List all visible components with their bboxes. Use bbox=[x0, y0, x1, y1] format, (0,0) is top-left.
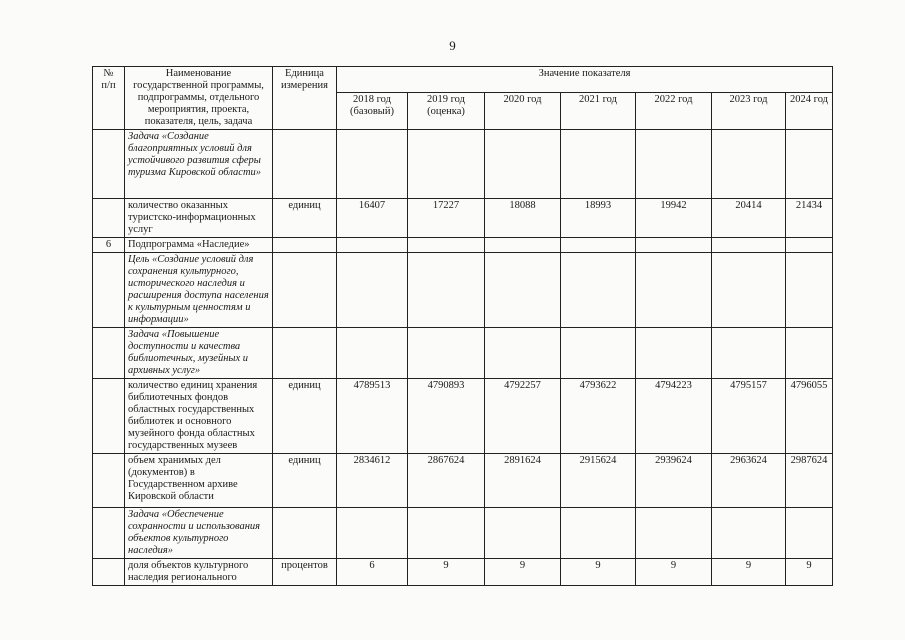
row-value-cell: 2963624 bbox=[712, 454, 786, 508]
row-unit-cell: единиц bbox=[273, 454, 337, 508]
row-name-cell: количество оказанных туристско-информационных услуг bbox=[125, 199, 273, 238]
page-number: 9 bbox=[449, 38, 456, 53]
table-row bbox=[93, 508, 833, 559]
table-row bbox=[93, 199, 833, 238]
row-value-cell bbox=[408, 508, 485, 559]
row-value-cell: 2834612 bbox=[337, 454, 408, 508]
row-value-cell: 20414 bbox=[712, 199, 786, 238]
row-value-cell bbox=[561, 253, 636, 328]
row-number-cell: 6 bbox=[93, 238, 125, 253]
row-value-cell bbox=[712, 328, 786, 379]
row-value-cell bbox=[712, 238, 786, 253]
row-value-cell: 2915624 bbox=[561, 454, 636, 508]
row-name-cell: Задача «Обеспечение сохранности и использования объектов культурного наследия» bbox=[125, 508, 273, 559]
row-value-cell: 4794223 bbox=[636, 379, 712, 454]
row-value-cell bbox=[561, 130, 636, 199]
row-number-cell bbox=[93, 379, 125, 454]
row-name-cell: Подпрограмма «Наследие» bbox=[125, 238, 273, 253]
table-row bbox=[93, 328, 833, 379]
row-value-cell: 2939624 bbox=[636, 454, 712, 508]
row-value-cell bbox=[786, 328, 833, 379]
row-unit-cell bbox=[273, 328, 337, 379]
row-value-cell: 2987624 bbox=[786, 454, 833, 508]
row-value-cell bbox=[337, 253, 408, 328]
header-num: № п/п bbox=[93, 67, 125, 130]
row-number-cell bbox=[93, 508, 125, 559]
row-unit-cell bbox=[273, 238, 337, 253]
row-name-cell: Задача «Повышение доступности и качества библиотечных, музейных и архивных услуг» bbox=[125, 328, 273, 379]
header-year: 2024 год bbox=[786, 93, 833, 130]
row-name-cell: доля объектов культурного наследия регионального bbox=[125, 559, 273, 586]
row-value-cell: 4796055 bbox=[786, 379, 833, 454]
row-unit-cell bbox=[273, 508, 337, 559]
row-value-cell: 4793622 bbox=[561, 379, 636, 454]
row-value-cell bbox=[636, 328, 712, 379]
row-number-cell bbox=[93, 253, 125, 328]
header-year: 2019 год (оценка) bbox=[408, 93, 485, 130]
row-value-cell: 9 bbox=[636, 559, 712, 586]
row-value-cell bbox=[337, 328, 408, 379]
row-value-cell: 4790893 bbox=[408, 379, 485, 454]
table-row bbox=[93, 454, 833, 508]
table-row bbox=[93, 379, 833, 454]
row-value-cell bbox=[485, 328, 561, 379]
row-value-cell: 6 bbox=[337, 559, 408, 586]
row-value-cell bbox=[561, 328, 636, 379]
table-body bbox=[93, 130, 833, 586]
row-name-cell: объем хранимых дел (документов) в Государственном архиве Кировской области bbox=[125, 454, 273, 508]
row-value-cell: 18993 bbox=[561, 199, 636, 238]
row-unit-cell: процентов bbox=[273, 559, 337, 586]
row-name-cell: количество единиц хранения библиотечных фондов областных государственных библиотек и основного музейного фонда областных государственных музеев bbox=[125, 379, 273, 454]
row-value-cell bbox=[712, 130, 786, 199]
row-value-cell bbox=[561, 508, 636, 559]
row-number-cell bbox=[93, 559, 125, 586]
row-value-cell bbox=[408, 328, 485, 379]
row-value-cell: 9 bbox=[408, 559, 485, 586]
row-value-cell bbox=[636, 130, 712, 199]
row-value-cell bbox=[408, 238, 485, 253]
header-year: 2022 год bbox=[636, 93, 712, 130]
row-number-cell bbox=[93, 199, 125, 238]
row-unit-cell bbox=[273, 253, 337, 328]
header-year: 2023 год bbox=[712, 93, 786, 130]
row-value-cell: 9 bbox=[786, 559, 833, 586]
row-name-cell: Цель «Создание условий для сохранения культурного, исторического наследия и расширения доступа населения к культурным ценностям и информации» bbox=[125, 253, 273, 328]
row-value-cell: 9 bbox=[561, 559, 636, 586]
row-value-cell: 2867624 bbox=[408, 454, 485, 508]
row-number-cell bbox=[93, 328, 125, 379]
header-unit: Единица измерения bbox=[273, 67, 337, 130]
row-value-cell bbox=[636, 238, 712, 253]
row-number-cell bbox=[93, 454, 125, 508]
header-year: 2020 год bbox=[485, 93, 561, 130]
row-value-cell bbox=[786, 238, 833, 253]
row-value-cell: 4789513 bbox=[337, 379, 408, 454]
row-value-cell bbox=[485, 253, 561, 328]
table-row bbox=[93, 253, 833, 328]
row-value-cell bbox=[408, 130, 485, 199]
row-value-cell bbox=[712, 253, 786, 328]
row-value-cell: 9 bbox=[712, 559, 786, 586]
row-value-cell: 17227 bbox=[408, 199, 485, 238]
table-row bbox=[93, 130, 833, 199]
row-value-cell bbox=[485, 508, 561, 559]
row-value-cell: 2891624 bbox=[485, 454, 561, 508]
row-value-cell bbox=[786, 508, 833, 559]
row-unit-cell: единиц bbox=[273, 379, 337, 454]
row-value-cell bbox=[636, 253, 712, 328]
row-value-cell bbox=[712, 508, 786, 559]
row-value-cell bbox=[408, 253, 485, 328]
row-value-cell: 4792257 bbox=[485, 379, 561, 454]
row-value-cell: 19942 bbox=[636, 199, 712, 238]
row-number-cell bbox=[93, 130, 125, 199]
row-value-cell bbox=[561, 238, 636, 253]
header-name: Наименование государственной программы, подпрограммы, отдельного мероприятия, проекта, показателя, цель, задача bbox=[125, 67, 273, 130]
row-value-cell: 18088 bbox=[485, 199, 561, 238]
row-value-cell: 9 bbox=[485, 559, 561, 586]
header-year: 2018 год (базовый) bbox=[337, 93, 408, 130]
header-year: 2021 год bbox=[561, 93, 636, 130]
row-value-cell bbox=[337, 508, 408, 559]
row-value-cell bbox=[485, 130, 561, 199]
header-values: Значение показателя bbox=[337, 67, 833, 93]
row-value-cell bbox=[485, 238, 561, 253]
row-value-cell: 4795157 bbox=[712, 379, 786, 454]
row-unit-cell bbox=[273, 130, 337, 199]
indicators-table bbox=[92, 66, 833, 586]
row-value-cell bbox=[337, 130, 408, 199]
row-value-cell: 21434 bbox=[786, 199, 833, 238]
table-row bbox=[93, 238, 833, 253]
row-name-cell: Задача «Создание благоприятных условий для устойчивого развития сферы туризма Кировской области» bbox=[125, 130, 273, 199]
row-unit-cell: единиц bbox=[273, 199, 337, 238]
row-value-cell bbox=[786, 253, 833, 328]
row-value-cell bbox=[636, 508, 712, 559]
row-value-cell bbox=[337, 238, 408, 253]
table-row bbox=[93, 559, 833, 586]
row-value-cell: 16407 bbox=[337, 199, 408, 238]
row-value-cell bbox=[786, 130, 833, 199]
